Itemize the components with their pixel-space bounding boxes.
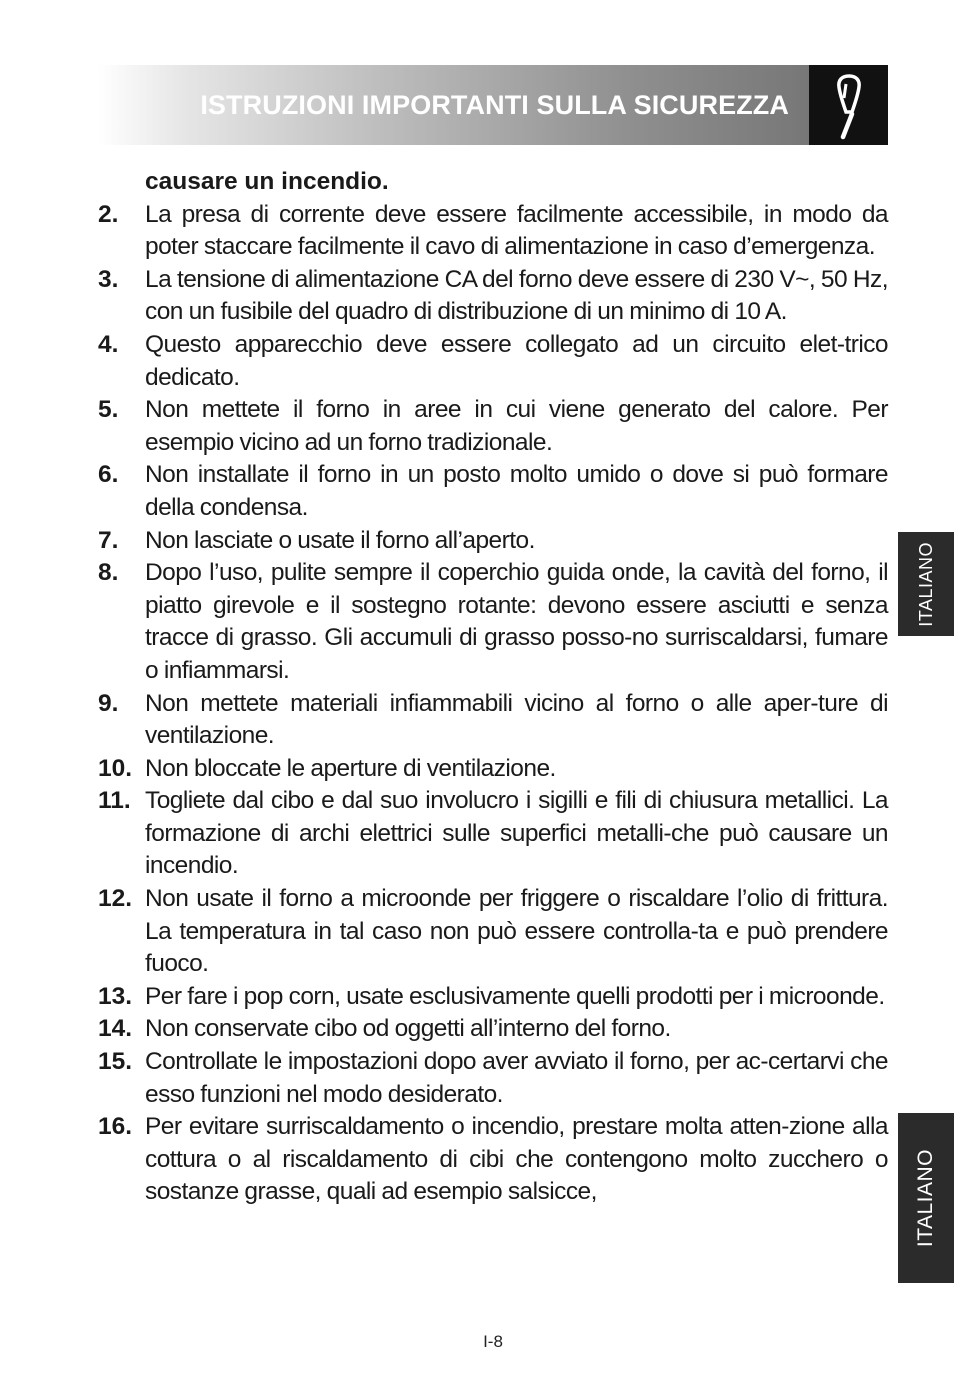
item-text: Non lasciate o usate il forno all’aperto. (145, 526, 535, 554)
item-number: 10. (98, 754, 133, 782)
item-text: Dopo l’uso, pulite sempre il coperchio guida onde, la cavità del forno, il piatto girevole e il sostegno rotante: devono essere asciutti e senza tracce di grasso. Gli accumuli di grasso posso-no surriscaldarsi, fumare o infiammarsi. (145, 559, 888, 684)
list-item (98, 1013, 888, 1046)
list-item (98, 981, 888, 1014)
list-item (98, 557, 888, 687)
list-item (98, 329, 888, 394)
item-number: 8. (98, 559, 119, 587)
language-tab-italiano (898, 532, 954, 636)
item-number: 15. (98, 1048, 133, 1076)
list-item (98, 753, 888, 786)
list-item (98, 688, 888, 753)
item-text: Togliete dal cibo e dal suo involucro i sigilli e fili di chiusura metallici. La formazione di archi elettrici sulle superfici metalli-che può causare un incendio. (145, 787, 888, 880)
item-text: Non usate il forno a microonde per friggere o riscaldare l’olio di frittura. La temperatura in tal caso non può essere controlla-ta e può prendere fuoco. (145, 885, 888, 978)
item-text: Non bloccate le aperture di ventilazione. (145, 754, 556, 782)
item-text: Non conservate cibo od oggetti all’interno del forno. (145, 1015, 671, 1043)
item-number: 7. (98, 526, 119, 554)
safety-instructions (98, 166, 888, 1209)
item-number: 9. (98, 689, 119, 717)
item-text: Per evitare surriscaldamento o incendio, prestare molta atten-zione alla cottura o al riscaldamento di cibi che contengono molto zucchero o sostanze grasse, quali ad esempio salsicce, (145, 1113, 888, 1206)
item-text: Controllate le impostazioni dopo aver avviato il forno, per ac-certarvi che esso funzioni nel modo desiderato. (145, 1048, 888, 1108)
language-tab-label: ITALIANO (915, 541, 936, 627)
item-number: 4. (98, 330, 119, 358)
item-text: Questo apparecchio deve essere collegato ad un circuito elet-trico dedicato. (145, 330, 888, 391)
item-number: 6. (98, 461, 119, 489)
page-number: I-8 (483, 1332, 503, 1351)
language-tab-italiano (898, 1113, 954, 1283)
item-number: 13. (98, 982, 133, 1010)
item-text: Non mettete il forno in aree in cui viene generato del calore. Per esempio vicino ad un forno tradizionale. (145, 396, 888, 456)
list-item (98, 264, 888, 329)
header-bar (98, 65, 809, 145)
list-item (98, 785, 888, 883)
section-header (98, 65, 888, 145)
list-item (98, 525, 888, 558)
item-number: 12. (98, 885, 133, 913)
item-number: 11. (98, 787, 131, 815)
item-text: La tensione di alimentazione CA del forno deve essere di 230 V~, 50 Hz, con un fusibile del quadro di distribuzione di un minimo di 10 A. (145, 265, 888, 326)
item-number: 3. (98, 265, 119, 293)
item-number: 14. (98, 1015, 133, 1043)
warning-badge (809, 65, 888, 145)
item-number: 2. (98, 200, 119, 228)
item-text: Non mettete materiali infiammabili vicino al forno o alle aper-ture di ventilazione. (145, 689, 888, 750)
item-text: Non installate il forno in un posto molto umido o dove si può formare della condensa. (145, 461, 888, 521)
list-item (98, 1046, 888, 1111)
language-tab-label: ITALIANO (914, 1148, 937, 1248)
exclamation-icon (829, 70, 869, 140)
list-item (98, 883, 888, 981)
continuation-text: causare un incendio. (145, 168, 389, 195)
list-item (98, 1111, 888, 1209)
list-item (98, 394, 888, 459)
header-title: ISTRUZIONI IMPORTANTI SULLA SICUREZZA (200, 89, 789, 120)
item-number: 16. (98, 1113, 133, 1141)
item-number: 5. (98, 396, 119, 424)
list-item (98, 199, 888, 264)
item-text: La presa di corrente deve essere facilmente accessibile, in modo da poter staccare facilmente il cavo di alimentazione in caso d’emergenza. (145, 200, 888, 261)
list-item (98, 459, 888, 524)
item-text: Per fare i pop corn, usate esclusivamente quelli prodotti per i microonde. (145, 982, 885, 1010)
